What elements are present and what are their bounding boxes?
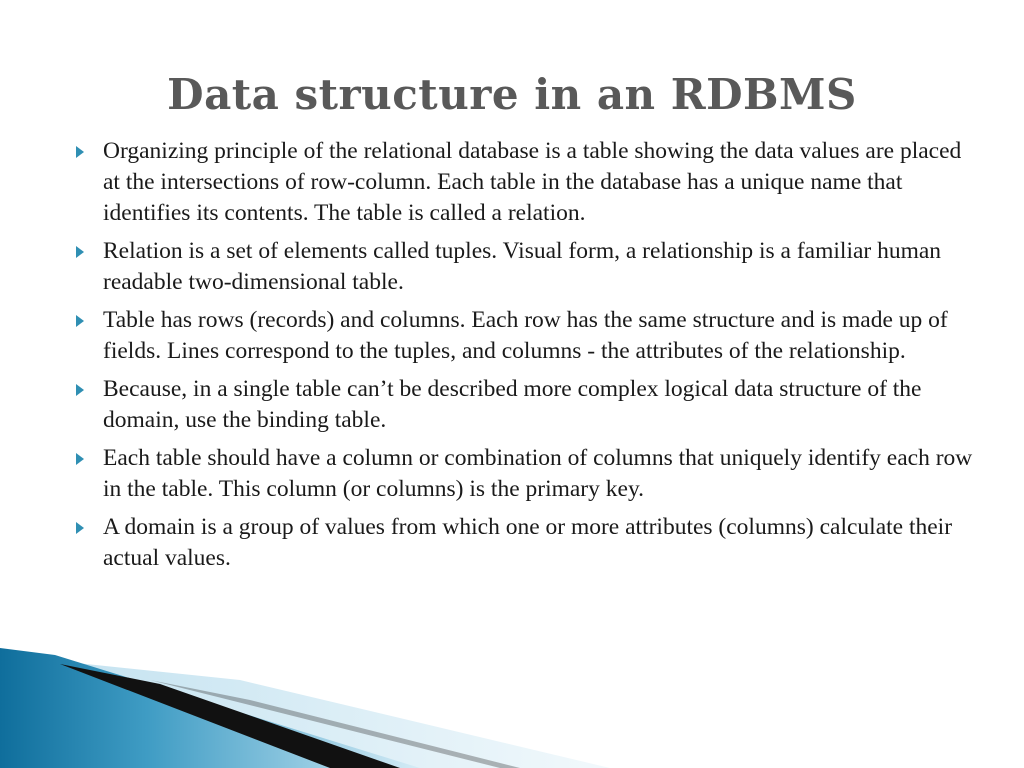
- triangle-bullet-icon: [76, 384, 84, 396]
- triangle-bullet-icon: [76, 146, 84, 158]
- bullet-text: A domain is a group of values from which one or more attributes (columns) calculate their actual values.: [103, 514, 953, 571]
- bullet-text: Organizing principle of the relational database is a table showing the data values are placed at the intersections of row-column. Each table in the database has a unique name that identifies its contents. The table is called a relation.: [103, 138, 962, 226]
- triangle-bullet-icon: [76, 522, 84, 534]
- thin-dark-line: [150, 680, 520, 768]
- bullet-text: Each table should have a column or combination of columns that uniquely identify each row in the table. This column (or columns) is the primary key.: [103, 445, 973, 502]
- triangle-bullet-icon: [76, 453, 84, 465]
- triangle-bullet-icon: [76, 246, 84, 258]
- bullet-text: Relation is a set of elements called tuples. Visual form, a relationship is a familiar human readable two-dimensional table.: [103, 238, 942, 295]
- bullet-text: Because, in a single table can’t be described more complex logical data structure of the domain, use the binding table.: [103, 376, 922, 433]
- bullet-item: [74, 305, 974, 367]
- bullet-item: [74, 136, 974, 229]
- pale-blue-sweep: [0, 655, 610, 768]
- black-streak: [60, 664, 400, 768]
- blue-gradient-wedge: [0, 648, 420, 768]
- bullet-item: [74, 443, 974, 505]
- bullet-item: [74, 374, 974, 436]
- bullet-text: Table has rows (records) and columns. Each row has the same structure and is made up of fields. Lines correspond to the tuples, and columns - the attributes of the relationship.: [103, 307, 948, 364]
- slide-title: Data structure in an RDBMS: [167, 70, 857, 119]
- bullet-item: [74, 512, 974, 574]
- triangle-bullet-icon: [76, 315, 84, 327]
- bullet-item: [74, 236, 974, 298]
- bullet-list: [74, 136, 974, 581]
